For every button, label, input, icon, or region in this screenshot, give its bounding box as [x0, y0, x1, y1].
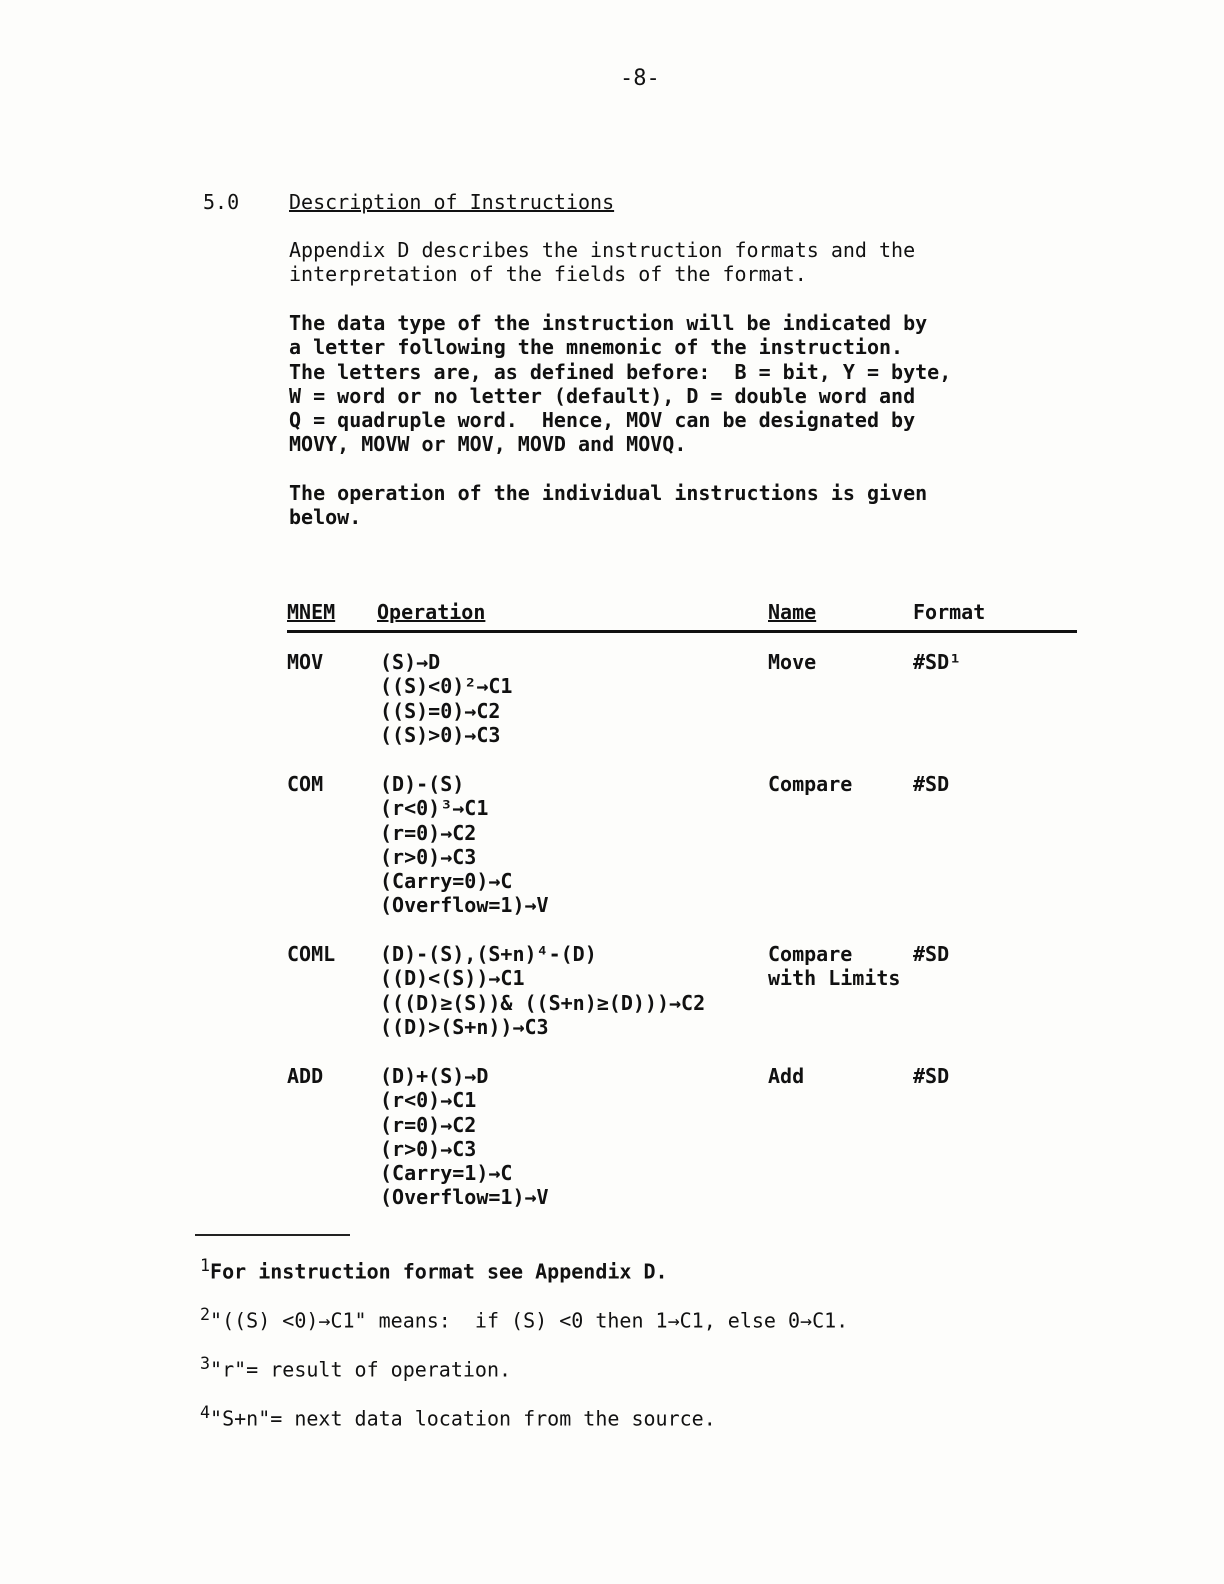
row-add-operation: (D)+(S)→D (r<0)→C1 (r=0)→C2 (r>0)→C3 (Carry=1)→C (Overflow=1)→V: [380, 1064, 549, 1210]
footnote-4: [200, 1403, 716, 1431]
row-mov-name: Move: [768, 650, 817, 674]
intro-paragraph: Appendix D describes the instruction formats and the interpretation of the fields of the format.: [289, 238, 916, 287]
footnote-2-text: "((S) <0)→C1" means: if (S) <0 then 1→C1, else 0→C1.: [210, 1308, 849, 1333]
header-format: Format: [913, 600, 986, 624]
footnote-1-mark: 1: [200, 1256, 211, 1275]
row-coml-name: Compare with Limits: [768, 942, 901, 991]
row-mov-operation: (S)→D ((S)<0)²→C1 ((S)=0)→C2 ((S)>0)→C3: [380, 650, 513, 747]
row-coml-format: #SD: [913, 942, 950, 966]
row-com-operation: (D)-(S) (r<0)³→C1 (r=0)→C2 (r>0)→C3 (Carry=0)→C (Overflow=1)→V: [380, 772, 549, 918]
footnote-divider: [195, 1234, 350, 1236]
header-name: Name: [768, 600, 817, 624]
section-number: 5.0: [203, 190, 240, 214]
row-coml-operation: (D)-(S),(S+n)⁴-(D) ((D)<(S))→C1 (((D)≥(S))& ((S+n)≥(D)))→C2 ((D)>(S+n))→C3: [380, 942, 706, 1039]
row-mov-mnem: MOV: [287, 650, 324, 674]
header-mnem: MNEM: [287, 600, 336, 624]
footnote-4-mark: 4: [200, 1403, 211, 1422]
page-number: -8-: [620, 66, 660, 91]
footnote-4-text: "S+n"= next data location from the source.: [210, 1406, 716, 1431]
row-add-format: #SD: [913, 1064, 950, 1088]
footnote-3-text: "r"= result of operation.: [210, 1357, 512, 1382]
row-add-name: Add: [768, 1064, 805, 1088]
footnote-3-mark: 3: [200, 1354, 211, 1373]
operation-paragraph: The operation of the individual instructions is given below.: [289, 481, 928, 530]
footnote-2-mark: 2: [200, 1305, 211, 1324]
row-com-mnem: COM: [287, 772, 324, 796]
row-mov-format: #SD¹: [913, 650, 962, 674]
row-coml-mnem: COML: [287, 942, 336, 966]
footnote-1-text: For instruction format see Appendix D.: [210, 1259, 668, 1284]
table-header: [287, 600, 1077, 633]
footnote-3: [200, 1354, 511, 1382]
footnote-1: [200, 1256, 668, 1284]
header-operation: Operation: [377, 600, 486, 624]
section-title: Description of Instructions: [289, 190, 615, 214]
row-com-format: #SD: [913, 772, 950, 796]
data-type-paragraph: The data type of the instruction will be indicated by a letter following the mnemonic of the instruction. The letters are, as defined before: B = bit, Y = byte, W = word or no letter (default), D = double word and Q = quadruple word. Hence, MOV can be designated by MOVY, MOVW or MOV, MOVD and MOVQ.: [289, 311, 952, 457]
row-com-name: Compare: [768, 772, 853, 796]
footnote-2: [200, 1305, 848, 1333]
row-add-mnem: ADD: [287, 1064, 324, 1088]
